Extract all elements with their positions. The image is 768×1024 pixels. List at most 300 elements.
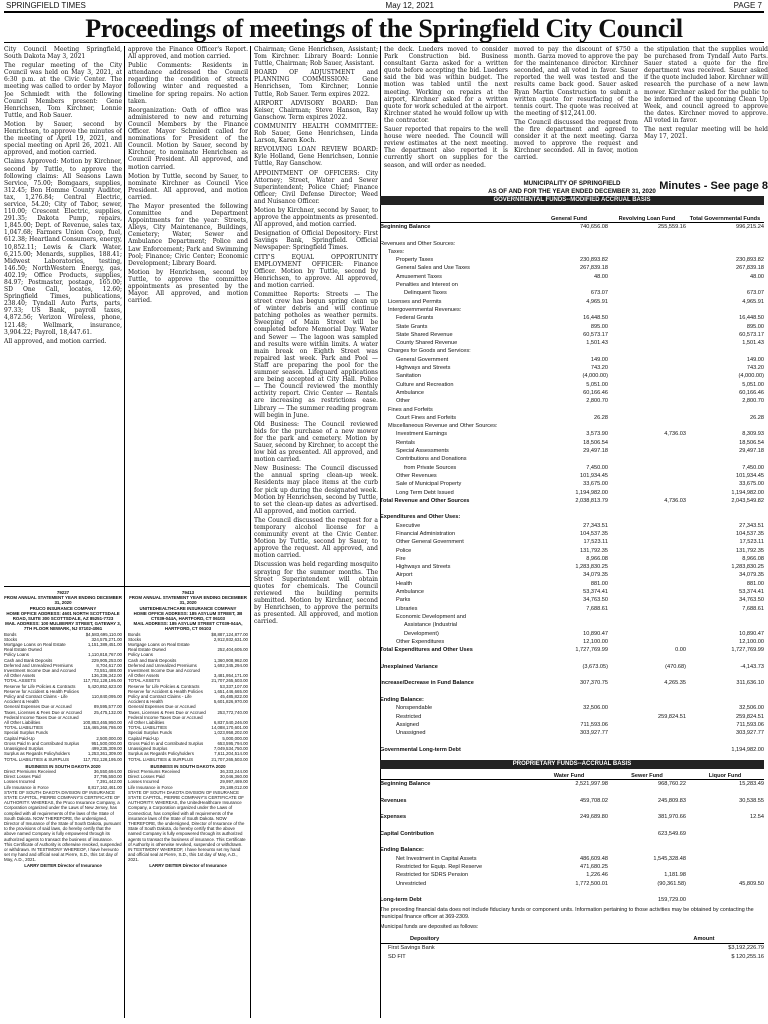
row-value [608,846,686,854]
row-value [608,746,686,754]
row-value: (4,000.00) [738,373,764,380]
row-label: Losses Incurred [128,779,160,785]
row-label: Special Surplus Funds [4,730,48,736]
row-value: 711,593.06 [736,721,764,728]
row-value [608,264,686,272]
mail-address: MAIL ADDRESS: 100 MULBERRY STREET, GATEWAY 3, 7TH FLOOR NEWARK, NJ 07102-4061 [5,621,121,632]
table-row [380,721,764,729]
row-label: Federal Income Taxes Due or Accrued [128,714,203,720]
row-value: 253,772,740.00 [217,709,248,715]
row-label: Charges for Goods and Services: [388,348,471,355]
table-row [380,880,764,888]
row-value: 21,707,265,503.00 [211,756,248,762]
row-value [686,281,764,289]
row-label: Expenditures and Other Uses: [380,514,461,521]
row-label: Assistance (Industrial [404,622,458,629]
row-label: Increase/Decrease in Fund Balance [380,680,474,687]
column-header: Sewer Fund [631,772,663,779]
table-row [380,389,764,397]
row-label [380,805,530,813]
row-value [686,688,764,696]
table-row [380,638,764,646]
row-value [530,838,608,846]
row-value: 136,336,342.00 [91,673,122,679]
row-value [686,613,764,621]
row-label: Ending Balance: [380,847,424,854]
paragraph: The regular meeting of the City Council was held on May 3, 2021, at 6:30 p.m. at the Civic Center. The meeting was called to order by Mayor Joe Schmiedt with the following Council Members present: Gene Henrichsen, Tom Kirchner, Lonnie Tuttle, and Rob Sauer. [4,62,122,119]
page-header [0,0,768,11]
row-value: 2,038,813.79 [575,497,608,504]
row-label: Unassigned [396,730,426,737]
row-value: 2,800.70 [586,398,608,405]
row-value [686,621,764,629]
row-label: Policy and Contract Claims - Life [4,694,68,700]
row-value: 60,166.46 [739,389,764,396]
row-value: (470.68) [665,663,686,670]
row-label: Cash and Bank Deposits [4,657,53,663]
row-value: 17,523.11 [739,539,764,546]
table-row [380,248,764,256]
row-value: 8,966.08 [742,555,764,562]
table-row [380,497,764,505]
row-label: Investment Income Due and Accrued [128,668,200,674]
notice-statement: FROM ANNUAL STATEMENT YEAR ENDING DECEMBER 31, 2020 [4,595,122,606]
notice-number: 79413 [181,590,195,595]
row-label: Federal Grants [396,315,434,322]
table-row [380,555,764,563]
table-row [380,588,764,596]
column-divider [250,46,251,1018]
row-label: Airport [396,572,413,579]
row-label: Governmental Long-term Debt [380,746,461,753]
row-value: 7,688.61 [742,605,764,612]
row-value [530,788,608,796]
table-row [380,240,764,248]
row-value: 7,611,204,514.00 [214,751,248,757]
table-row [380,455,764,463]
row-value: 117,702,128,195.00 [83,678,122,684]
row-value [686,240,764,248]
row-value [686,896,764,904]
row-label: Reserve for Life Policies & Contracts [4,683,76,689]
row-value [686,788,764,796]
row-value [608,555,686,563]
row-value [608,323,686,331]
paragraph: Claims Approved: Motion by Kirchner, second by Tuttle, to approve the following claims: All Seasons Lawn Service, 75.00; Bomgaars, supplies, 312.45; Bon Homme County Auditor, tax, 1,276.84; Central Electric, service, 54.20; City of Tabor, sewer, 110.00; Crescent Electric, supplies, 291.35; Dakota Pump, repairs, 1,845.00; Dept. of Revenue, sales tax, 1,047.68; Farmers Union Coop, fuel, 612.38; Heartland Consumers, energy, 10,852.11; Lewis & Clark Water, 6,215.00; Menards, supplies, 188.41; Midwest Laboratories, testing, 146.50; NorthWestern Energy, gas, 402.19; Office Products, supplies, 84.97; Postmaster, postage, 165.00; SD One Call, locates, 12.60; Springfield Times, publications, 238.40; Tyndall Auto Parts, parts, 97.33; US Bank, payroll taxes, 4,872.56; Verizon Wireless, phone, 121.48; Wellmark, insurance, 3,904.22; Payroll, 18,447.61. [4,158,122,336]
row-value: 159,729.00 [658,897,686,904]
paragraph: Reorganization: Oath of office was administered to new and returning Council Members by the Finance Officer. Mayor Schmiedt called for nominations for President of the Council. Motion by Sauer, second by Kirchner, to nominate Henrichsen as Council President. All approved, and motion carried. [128,106,248,171]
row-label: Intergovernmental Revenues: [388,306,462,313]
row-label: All Other Assets [4,673,36,679]
row-value: 53,374.41 [739,589,764,596]
row-value [608,256,686,264]
row-value [608,571,686,579]
row-value [608,331,686,339]
table-row [380,780,764,788]
row-value [608,721,686,729]
spacer-row [380,505,764,513]
row-value: 8,966.08 [586,555,608,562]
row-value [686,830,764,838]
row-value: 4,965.91 [742,298,764,305]
row-value [530,406,608,414]
row-value [608,588,686,596]
row-label: Restricted [396,713,422,720]
row-value [608,447,686,455]
row-value [530,737,608,745]
row-label [380,654,530,662]
row-label: Capital Paid-Up [128,735,159,741]
row-value [686,805,764,813]
row-value: 1,194,982.00 [575,489,608,496]
row-value [530,231,608,239]
paragraph: Committee Reports: Streets — The street crew has begun spring clean up of winter debris and will continue patching potholes as weather permits. Sweeping of Main Street will be completed before Memorial Day. Water and Sewer — The lagoon was sampled and results were within limits. A water main break on Eighth Street was repaired last week. Park and Pool — Staff are preparing the pool for the summer season. Lifeguard applications are being accepted at City Hall. Police — The Council reviewed the monthly activity report. Civic Center — Rentals are increasing as restrictions ease. Library — The summer reading program will begin in June. [254,291,378,419]
row-value [608,339,686,347]
deposit-row [380,953,764,961]
row-value: 1,727,769.99 [731,647,764,654]
row-value: 16,448.50 [739,315,764,322]
row-value: 8,817,162,461.00 [87,784,122,790]
row-value: 27,343.51 [739,522,764,529]
row-value: 486,609.48 [580,855,608,862]
column-header: Depository [410,936,440,943]
row-label: Revenues [380,797,407,804]
row-label: TOTAL LIABILITIES & SURPLUS [4,756,70,762]
row-label: Reserve for Accident & Health Policies [4,688,79,694]
spacer-row [380,888,764,896]
row-value: 18,506.54 [583,439,608,446]
row-value: 12,100.00 [739,638,764,645]
row-label: Bonds [128,631,141,637]
row-label: Amusement Taxes [396,273,442,280]
table-row [380,729,764,737]
table-row [380,596,764,604]
row-value: (90,361.58) [657,880,686,887]
row-value: 48.00 [594,273,608,280]
table-row [380,397,764,405]
row-label: Sale of Municipal Property [396,481,462,488]
row-value [530,248,608,256]
row-value [530,830,608,838]
row-label: Gross Paid In and Contributed Surplus [4,740,80,746]
row-label: Capital Contribution [380,830,434,837]
home-office-address: HOME OFFICE ADDRESS: 185 ASYLUM STREET, 3B CT039-044A, HARTFORD, CT 06103 [133,610,243,622]
row-value [608,439,686,447]
row-value: 4,736.03 [664,431,686,438]
row-value: 25,475,132.00 [93,709,122,715]
table-row [380,223,764,231]
row-value: 1,501.43 [586,340,608,347]
row-label: Stocks [128,636,142,642]
row-value: 6,837,540,246.00 [213,720,248,726]
row-value: 1,226.46 [586,872,608,879]
business-heading: BUSINESS IN SOUTH DAKOTA 2020 [25,763,101,769]
row-value: 89,595,577.00 [93,704,122,710]
row-label: Court Fines and Forfeits [396,414,457,421]
issue-date: May 12, 2021 [385,1,435,10]
row-value: 149.00 [590,356,608,363]
row-value: 8,704,617.00 [96,662,122,668]
row-label: Accident & Health [4,699,39,705]
row-value: 1,283,830.25 [731,564,764,571]
row-label: Fines and Forfeits [388,406,433,413]
spacer-row [380,671,764,679]
deposits-table [380,944,764,961]
row-value [530,306,608,314]
row-value: 53,337,107.00 [219,683,248,689]
table-row [380,430,764,438]
row-value [530,513,608,521]
row-label: Beginning Balance [380,224,431,230]
row-value [686,737,764,745]
proprietary-funds-table [380,780,764,904]
row-value: 29,997,469.00 [219,779,248,785]
row-value [608,888,686,896]
row-value: 303,927.77 [580,730,608,737]
paragraph: Designation of Official Depository: First Savings Bank, Springfield. Official Newspaper: Springfield Times. [254,230,378,252]
row-value [530,422,608,430]
row-label: Bonds [4,631,17,637]
row-value [608,364,686,372]
row-label: Stocks [4,636,18,642]
row-value [608,240,686,248]
row-value: 303,927.77 [736,730,764,737]
row-value [608,372,686,380]
row-label: TOTAL ASSETS [128,678,160,684]
row-value: 10,890.47 [583,630,608,637]
row-label [380,231,530,239]
deposit-headers [380,935,764,944]
paragraph: All approved, and motion carried. [4,337,107,345]
table-row [380,439,764,447]
row-value: 14,088,170,601.00 [211,725,248,731]
home-office-address: HOME OFFICE ADDRESS: 4601 NORTH SCOTTSDALE ROAD, SUITE 300 SCOTTSDALE, AZ 85251-7723 [6,610,120,622]
row-label: Other Revenues [396,472,437,479]
row-value: 230,893.82 [580,257,608,264]
row-value: 1,360,908,962.00 [213,657,248,663]
paragraph: Motion by Tuttle, second by Sauer, to nominate Kirchner as Council Vice President. All approved, and motion carried. [128,172,248,201]
row-value [608,472,686,480]
row-value: 100,853,465,950.00 [82,720,122,726]
table-row [380,855,764,863]
row-value [530,671,608,679]
row-value: -4,143.73 [740,663,764,670]
table-row [380,630,764,638]
row-label: Beginning Balance [380,781,431,787]
row-label: Policy Loans [128,652,153,658]
row-value: 8,309.93 [742,431,764,438]
paragraph: CITY'S EQUAL OPPORTUNITY EMPLOYMENT OFFICER: Finance Officer. Motion by Tuttle, second by Henrichsen, to approve. All approved, and motion carried. [254,253,378,289]
table-row [380,522,764,530]
paragraph: AIRPORT ADVISORY BOARD: Dan Keiser, Chairman; Steve Hanson, Ray Ganschow. Term expires 2022. [254,99,378,121]
row-label: Financial Administration [396,530,456,537]
row-value: 1,194,982.00 [731,489,764,496]
row-value: 30,046,360.00 [219,774,248,780]
table-row [380,372,764,380]
table-row [380,381,764,389]
row-value [686,306,764,314]
row-label: Revenues and Other Sources: [380,240,456,247]
row-label: Policy Loans [4,652,29,658]
row-value [686,821,764,829]
row-value: 245,809.83 [658,797,686,804]
table-row [380,846,764,854]
row-value [608,522,686,530]
row-value: $8,887,124,877.00 [211,631,248,637]
table-row [380,571,764,579]
table-row [380,896,764,904]
row-value [686,654,764,662]
row-value [686,838,764,846]
row-value: 149.00 [746,356,764,363]
row-value: 951,500,000.00 [91,740,122,746]
row-value [530,281,608,289]
table-row [380,289,764,297]
notice-row [128,757,248,762]
row-label: Contributions and Donations [396,456,467,463]
row-value [530,846,608,854]
row-value [608,630,686,638]
row-value: 307,370.75 [580,680,608,687]
row-value: 673.07 [746,290,764,297]
spacer-row [380,688,764,696]
row-label: Federal Income Taxes Due or Accrued [4,714,79,720]
row-value: 743.20 [746,365,764,372]
row-label: Real Estate Owned [128,647,166,653]
row-label: Investment Income Due and Accrued [4,668,76,674]
row-label: Reserve for Accident & Health Policies [128,688,203,694]
paragraph: moved to pay the discount of $750 a month. Garza moved to approve the pay for the maintenance director. Kirchner seconded, and all voted in favor. Sauer reported the well was tested and the results came back good. Sauer asked Ryan Martin Construction to submit a written quote for resurfacing of the tennis court. The quote was received at the meeting of $12,241.00. [514,46,638,117]
table-row [380,447,764,455]
row-label: Delinquent Taxes [404,290,447,297]
spacer-row [380,805,764,813]
row-label [380,671,530,679]
row-value: 711,593.06 [580,721,608,728]
row-value [608,863,686,871]
row-label: Unexplained Variance [380,663,438,670]
business-heading: BUSINESS IN SOUTH DAKOTA 2020 [150,763,226,769]
table-row [380,863,764,871]
table-row [380,530,764,538]
row-label: Highways and Streets [396,564,451,571]
row-value: 1,110,818,767.00 [88,652,122,658]
row-value: 499,235,309.00 [91,746,122,752]
column-header: Amount [693,936,715,943]
row-value [530,688,608,696]
row-label: Rentals [396,439,415,446]
row-value [608,788,686,796]
row-value [608,704,686,712]
row-value [608,696,686,704]
column-header: Water Fund [553,772,585,779]
row-label: Ambulance [396,389,424,396]
row-value [608,538,686,546]
row-value [608,381,686,389]
paragraph: City Council Meeting Springfield, South Dakota May 3, 2021 [4,46,122,61]
table-row [380,273,764,281]
row-value [686,863,764,871]
paragraph: the deck. Lueders moved to consider Park Construction bid. Business consultant Garza asked for a written quote before accepting the bid. Lueders said the bid was within budget. The motion was tabled until the next meeting. Working on repairs at the airport, Kirchner asked for a written quote for work scheduled at the airport. Kirchner stated he would follow up with the contractor. [384,46,508,124]
row-label [380,838,530,846]
spacer-row [380,838,764,846]
row-value: 17,523.11 [583,539,608,546]
row-value: 7,450.00 [586,464,608,471]
row-value: 45,809.50 [739,880,764,887]
row-value [686,855,764,863]
row-label: Assigned [396,721,420,728]
table-row [380,871,764,879]
row-value [608,805,686,813]
row-label: State Shared Revenue [396,331,453,338]
row-value [608,455,686,463]
row-label: Ambulance [396,589,424,596]
paragraph: New Business: The Council discussed the annual spring clean-up week. Residents may place items at the curb for pick up during the designated week. Motion by Henrichsen, second by Tuttle, to set the clean-up dates as advertised. All approved, and motion carried. [254,465,378,515]
row-value [608,580,686,588]
row-value [686,671,764,679]
page-title: Proceedings of meetings of the Springfield City Council [4,11,764,43]
deposit-amount: $ 120,255.16 [731,953,764,960]
certificate-text: STATE OF SOUTH DAKOTA DIVISION OF INSURANCE STATE CAPITOL, PIERRE COMPANY'S CERTIFICATE OF AUTHORITY. WHEREAS, the Pruco Insurance Company, a Corporation organized under the Laws of New Jersey, has complied with all requirements of the laws of the State of South Dakota. NOW THEREFORE, the undersigned, Director of Insurance of the State of South Dakota, pursuant to the provisions of said laws, do hereby certify that the above named Company is fully empowered through its authorized agents to transact the business of insurance. This Certificate of Authority is otherwise revoked, suspended or withdrawn. IN TESTIMONY WHEREOF, I have hereunto set my hand and official seal at Pierre, S.D., this 1st day of May, A.D., 2021. [4,789,122,863]
table-row [380,331,764,339]
row-label: TOTAL LIABILITIES [4,725,43,731]
column-header: Liquor Fund [708,772,742,779]
row-value [686,505,764,513]
row-value: 7,450.00 [742,464,764,471]
row-value: (4,000.00) [582,373,608,380]
row-value [608,838,686,846]
table-row [380,538,764,546]
row-value [608,638,686,646]
row-value [608,389,686,397]
row-value: 45,485,822.00 [219,694,248,700]
row-value: 249,689.80 [580,814,608,821]
table-row [380,830,764,838]
table-row [380,813,764,821]
row-label: General Government [396,356,449,363]
row-value [530,240,608,248]
row-value: 653,595,794.00 [217,740,248,746]
row-value: 895.00 [590,323,608,330]
row-label: Other Expenditures [396,638,445,645]
row-value: 267,839.18 [580,265,608,272]
mail-address: MAIL ADDRESS: 185 ASYLUM STREET CT039-044A, HARTFORD, CT 06103 [133,621,243,632]
table-row [380,406,764,414]
row-value [608,306,686,314]
row-value: 21,707,265,503.00 [211,678,248,684]
row-value [608,414,686,422]
row-label: Fire [396,555,406,562]
paragraph: APPOINTMENT OF OFFICERS: City Attorney; Street, Water and Sewer Superintendent; Police Chief; Finance Officer; Civil Defense Director; Weed and Nuisance Officer. [254,169,378,205]
row-value [686,888,764,896]
row-value: 12,100.00 [583,638,608,645]
column-header: Total Governmental Funds [689,215,761,222]
row-value: 29,497.18 [739,448,764,455]
row-value: $4,583,695,110.00 [85,631,122,637]
row-value: 324,575,271.00 [91,636,122,642]
table-row [380,513,764,521]
table-row [380,414,764,422]
row-label: Gross Paid In and Contributed Surplus [128,740,204,746]
row-value: 2,800.70 [742,398,764,405]
column-1 [4,46,122,584]
row-value: 4,736.03 [664,497,686,504]
row-value [608,605,686,613]
table-row [380,797,764,805]
table-row [380,347,764,355]
table-row [380,613,764,621]
row-value [608,621,686,629]
row-label: Ending Balance: [380,696,424,703]
